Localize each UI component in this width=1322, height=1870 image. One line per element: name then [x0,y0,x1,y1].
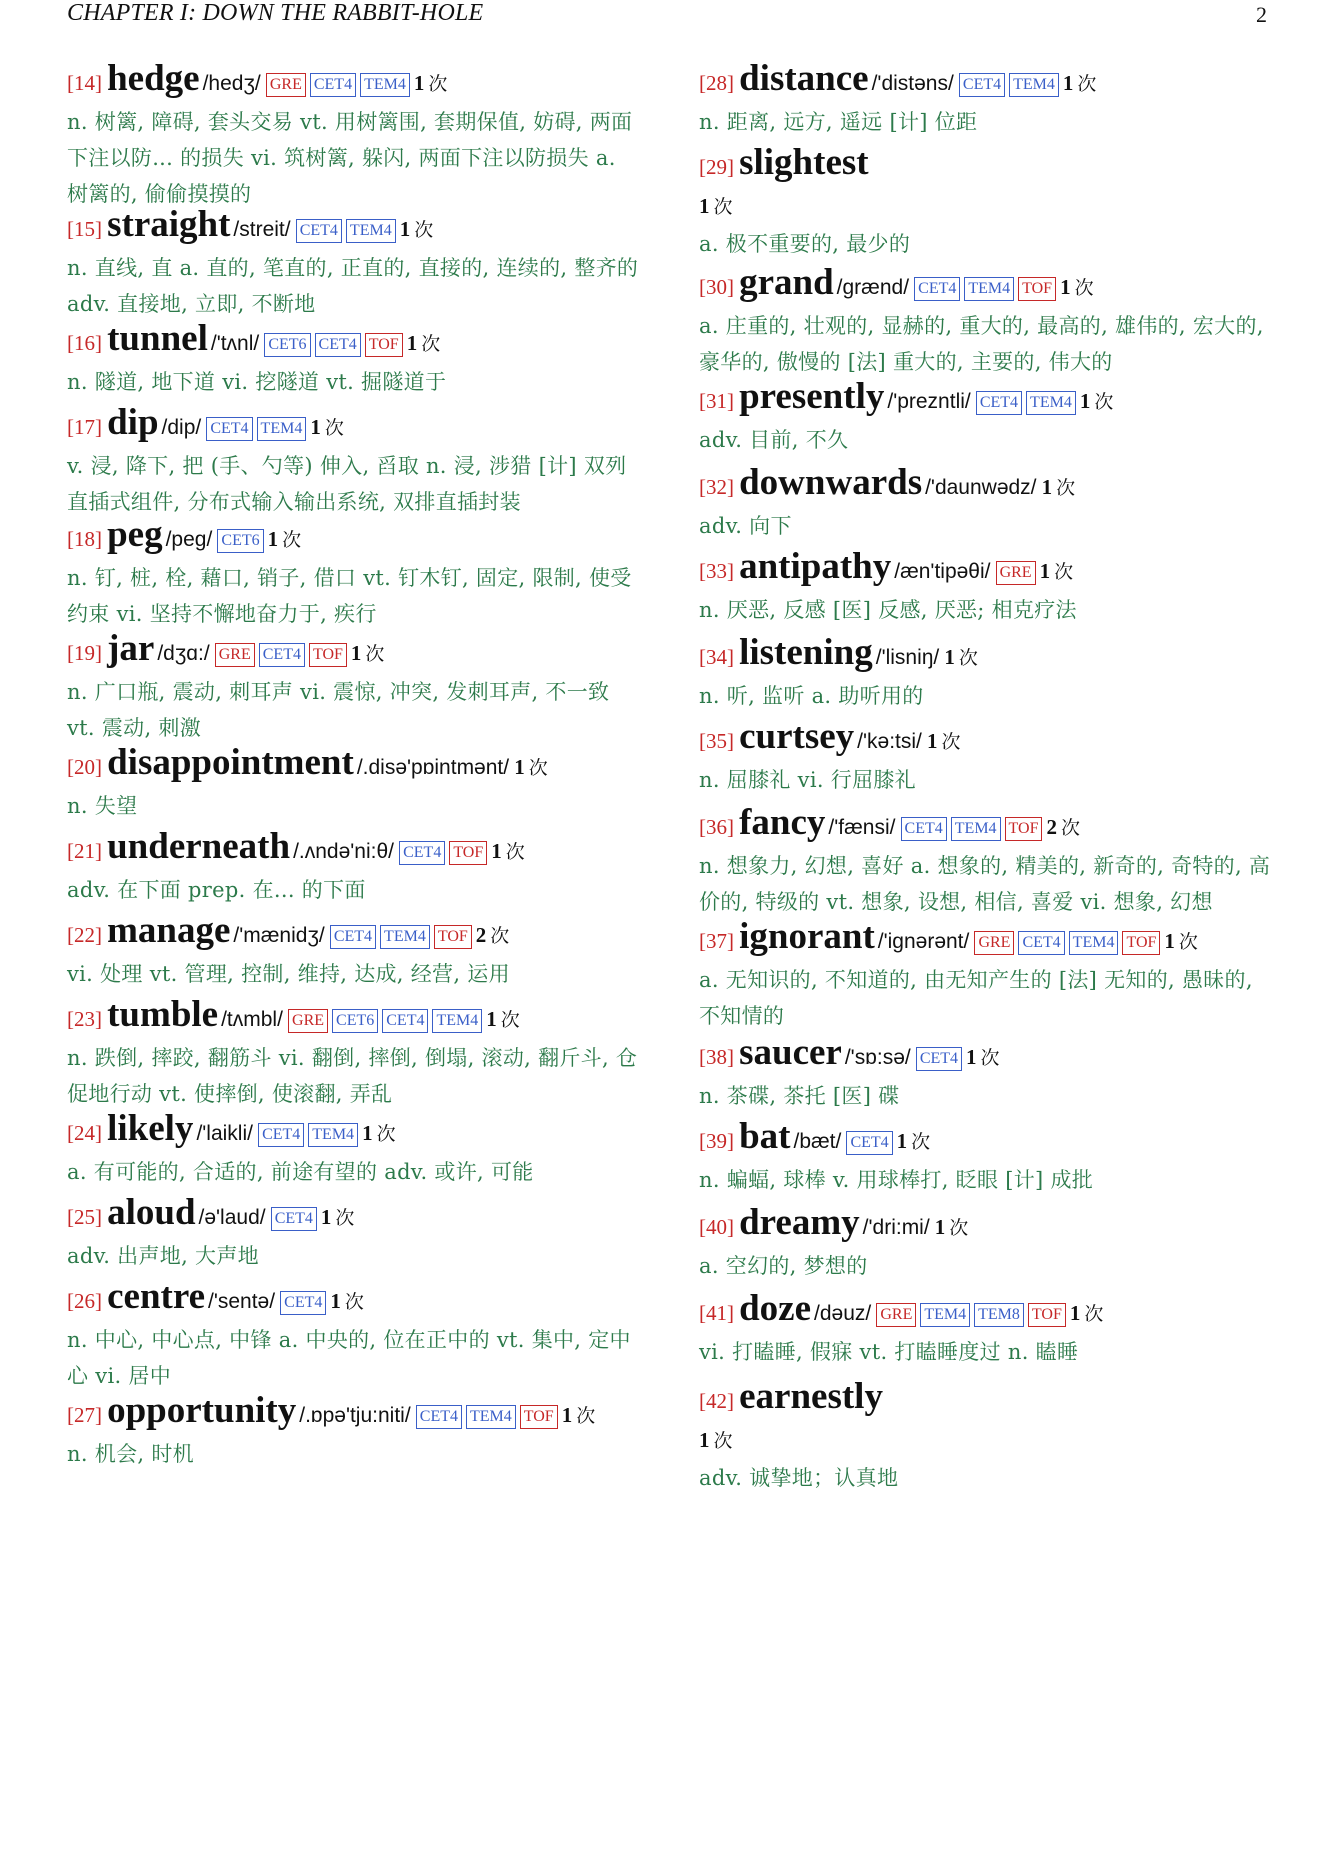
definition: n. 想象力, 幻想, 喜好 a. 想象的, 精美的, 新奇的, 奇特的, 高价的, 特级的 vt. 想象, 设想, 相信, 喜爱 vi. 想象, 幻想 [699,854,1271,914]
vocab-entry [699,464,1274,544]
exam-tag-cet4: CET4 [259,643,305,667]
count-unit: 次 [1084,1303,1104,1325]
phonetic: /ə'laud/ [198,1206,266,1229]
exam-tag-cet4: CET4 [916,1047,962,1071]
occurrence-count: 1 [1039,559,1051,583]
vocab-entry [67,1278,639,1394]
entry-number: [32] [699,475,734,499]
exam-tag-tof: TOF [520,1405,558,1429]
definition: a. 有可能的, 合适的, 前途有望的 adv. 或许, 可能 [67,1160,534,1184]
vocab-entry [699,804,1274,920]
exam-tag-cet6: CET6 [264,333,310,357]
definition: vi. 处理 vt. 管理, 控制, 维持, 达成, 经营, 运用 [67,962,510,986]
exam-tag-cet4: CET4 [399,841,445,865]
entry-number: [37] [699,929,734,953]
count-unit: 次 [500,1009,520,1031]
count-unit: 次 [713,196,733,218]
headword: underneath [107,826,291,867]
exam-tag-cet4: CET4 [959,73,1005,97]
phonetic: /æn'tipəθi/ [894,560,991,583]
exam-tag-gre: GRE [876,1303,916,1327]
page-number: 2 [1256,2,1267,27]
phonetic: /bæt/ [793,1130,842,1153]
headword-line [67,1110,639,1154]
phonetic: /streit/ [233,218,291,241]
phonetic: /dəuz/ [814,1302,872,1325]
definition: n. 蝙蝠, 球棒 v. 用球棒打, 眨眼 [计] 成批 [699,1168,1094,1192]
headword: bat [739,1116,791,1157]
count-unit: 次 [421,333,441,355]
headword: peg [107,514,163,555]
headword-line [67,1278,639,1322]
definition: a. 无知识的, 不知道的, 由无知产生的 [法] 无知的, 愚昧的, 不知情的 [699,968,1253,1028]
exam-tag-gre: GRE [215,643,255,667]
entry-number: [36] [699,815,734,839]
headword: listening [739,632,873,673]
occurrence-count: 1 [1062,71,1074,95]
headword-line [699,804,1274,848]
exam-tag-cet6: CET6 [332,1009,378,1033]
definition: n. 厌恶, 反感 [医] 反感, 厌恶; 相克疗法 [699,598,1077,622]
entry-number: [28] [699,71,734,95]
headword-line [699,1290,1274,1334]
vocab-entry [699,144,1274,262]
vocab-entry [699,548,1274,628]
count-unit: 次 [344,1291,364,1313]
count-unit: 次 [1056,477,1076,499]
headword: presently [739,376,885,417]
entry-number: [29] [699,155,734,179]
exam-tag-tem4: TEM4 [1026,391,1076,415]
headword: centre [107,1276,206,1317]
entry-number: [39] [699,1129,734,1153]
headword-line [699,548,1274,592]
headword-line [699,918,1274,962]
exam-tag-cet4: CET4 [258,1123,304,1147]
vocab-entry [67,1110,639,1190]
phonetic: /'dri:mi/ [862,1216,930,1239]
exam-tag-tem4: TEM4 [257,417,307,441]
phonetic: /'mænidʒ/ [233,924,325,947]
vocab-entry [699,60,1274,140]
vocab-entry [699,1378,1274,1496]
exam-tag-gre: GRE [974,931,1014,955]
headword: dip [107,402,159,443]
definition: v. 浸, 降下, 把 (手、勺等) 伸入, 舀取 n. 浸, 涉猎 [计] 双列直插式组件, 分布式输入输出系统, 双排直插封装 [67,454,627,514]
exam-tag-tem4: TEM4 [380,925,430,949]
count-unit: 次 [980,1047,1000,1069]
occurrence-count: 1 [399,217,411,241]
headword: fancy [739,802,826,843]
occurrence-count: 1 [267,527,279,551]
count-unit: 次 [941,731,961,753]
exam-tag-tof: TOF [1005,817,1043,841]
headword: ignorant [739,916,875,957]
headword-line [67,320,639,364]
phonetic: /'ignərənt/ [877,930,970,953]
definition: n. 直线, 直 a. 直的, 笔直的, 正直的, 直接的, 连续的, 整齐的 adv. 直接地, 立即, 不断地 [67,256,639,316]
count-unit: 次 [376,1123,396,1145]
page-header [67,0,1267,26]
vocab-entry [67,206,639,322]
occurrence-count: 1 [514,755,525,779]
occurrence-count: 1 [486,1007,497,1031]
count-line [699,188,1274,226]
headword: disappointment [107,742,354,783]
exam-tag-cet4: CET4 [976,391,1022,415]
vocab-entry [67,630,639,746]
headword: manage [107,910,231,951]
headword-line [699,1378,1274,1422]
occurrence-count: 1 [699,194,710,218]
definition: n. 树篱, 障碍, 套头交易 vt. 用树篱围, 套期保值, 妨碍, 两面下注以防... 的损失 vi. 筑树篱, 躲闪, 两面下注以防损失 a. 树篱的, 偷偷摸摸的 [67,110,633,206]
phonetic: /'sentə/ [208,1290,276,1313]
definition: adv. 诚挚地；认真地 [699,1466,899,1490]
entry-number: [41] [699,1301,734,1325]
entry-number: [34] [699,645,734,669]
headword: slightest [739,142,869,183]
vocab-entry [699,378,1274,458]
headword-line [67,60,639,104]
phonetic: /tʌmbl/ [221,1008,283,1031]
definition: n. 广口瓶, 震动, 刺耳声 vi. 震惊, 冲突, 发刺耳声, 不一致 vt. 震动, 刺激 [67,680,610,740]
headword: curtsey [739,716,855,757]
count-unit: 次 [428,73,448,95]
exam-tag-cet4: CET4 [296,219,342,243]
occurrence-count: 1 [944,645,955,669]
count-unit: 次 [490,925,510,947]
phonetic: /dip/ [161,416,202,439]
definition: a. 空幻的, 梦想的 [699,1254,868,1278]
entry-number: [26] [67,1289,102,1313]
vocab-entry [699,264,1274,380]
entry-number: [42] [699,1389,734,1413]
phonetic: /peg/ [165,528,213,551]
count-unit: 次 [958,647,978,669]
headword: likely [107,1108,194,1149]
headword-line [67,1392,639,1436]
exam-tag-tem4: TEM4 [346,219,396,243]
entry-number: [19] [67,641,102,665]
vocab-entry [67,516,639,632]
exam-tag-tof: TOF [449,841,487,865]
occurrence-count: 1 [699,1428,710,1452]
headword-line [699,144,1274,188]
definition: a. 庄重的, 壮观的, 显赫的, 重大的, 最高的, 雄伟的, 宏大的, 豪华的, 傲慢的 [法] 重大的, 主要的, 伟大的 [699,314,1264,374]
exam-tag-tof: TOF [1028,1303,1066,1327]
count-unit: 次 [335,1207,355,1229]
entry-number: [30] [699,275,734,299]
exam-tag-cet4: CET4 [280,1291,326,1315]
entry-number: [17] [67,415,102,439]
count-unit: 次 [1074,277,1094,299]
vocab-entry [67,1392,639,1472]
exam-tag-tof: TOF [1018,277,1056,301]
count-unit: 次 [949,1217,969,1239]
phonetic: /.disə'pɒintmənt/ [356,756,510,779]
vocab-entry [67,404,639,520]
vocab-entry [699,634,1274,714]
occurrence-count: 1 [350,641,362,665]
entry-number: [16] [67,331,102,355]
headword-line [699,264,1274,308]
count-unit: 次 [576,1405,596,1427]
exam-tag-cet4: CET4 [416,1405,462,1429]
exam-tag-gre: GRE [288,1009,328,1033]
headword-line [67,516,639,560]
phonetic: /'lisniŋ/ [875,646,940,669]
vocab-entry [67,912,639,992]
exam-tag-tem4: TEM4 [1009,73,1059,97]
occurrence-count: 1 [934,1215,946,1239]
definition: adv. 出声地, 大声地 [67,1244,259,1268]
vocab-entry [699,718,1274,798]
chapter-title: CHAPTER I: DOWN THE RABBIT-HOLE [67,0,484,26]
exam-tag-tem4: TEM4 [920,1303,970,1327]
headword: saucer [739,1032,842,1073]
headword-line [699,1034,1274,1078]
occurrence-count: 1 [310,415,321,439]
definition: adv. 目前, 不久 [699,428,849,452]
definition: n. 屈膝礼 vi. 行屈膝礼 [699,768,916,792]
exam-tag-tof: TOF [1122,931,1160,955]
definition: vi. 打瞌睡, 假寐 vt. 打瞌睡度过 n. 瞌睡 [699,1340,1079,1364]
headword-line [67,744,639,788]
definition: n. 机会, 时机 [67,1442,194,1466]
headword-line [67,404,639,448]
phonetic: /'prezntli/ [887,390,971,413]
occurrence-count: 1 [896,1129,908,1153]
entry-number: [25] [67,1205,102,1229]
exam-tag-tof: TOF [309,643,347,667]
phonetic: /'daunwədz/ [925,476,1037,499]
exam-tag-cet6: CET6 [217,529,263,553]
entry-number: [38] [699,1045,734,1069]
exam-tag-tem4: TEM4 [432,1009,482,1033]
phonetic: /.ɒpə'tju:niti/ [299,1404,411,1427]
exam-tag-tem8: TEM8 [974,1303,1024,1327]
headword: dreamy [739,1202,860,1243]
headword: tunnel [107,318,208,359]
headword: distance [739,58,869,99]
exam-tag-cet4: CET4 [901,817,947,841]
vocab-entry [67,320,639,400]
occurrence-count: 2 [1046,815,1057,839]
headword-line [699,718,1274,762]
headword-line [699,634,1274,678]
vocab-entry [699,1204,1274,1284]
definition: n. 隧道, 地下道 vi. 挖隧道 vt. 掘隧道于 [67,370,447,394]
headword-line [699,1118,1274,1162]
headword-line [699,1204,1274,1248]
headword: doze [739,1288,812,1329]
occurrence-count: 1 [413,71,425,95]
phonetic: /'tʌnl/ [210,332,260,355]
count-unit: 次 [528,757,548,779]
exam-tag-cet4: CET4 [315,333,361,357]
vocab-entry [67,744,639,824]
definition: n. 距离, 远方, 遥远 [计] 位距 [699,110,978,134]
phonetic: /.ʌndə'ni:θ/ [293,840,394,863]
occurrence-count: 1 [1060,275,1071,299]
entry-number: [40] [699,1215,734,1239]
headword: antipathy [739,546,892,587]
count-unit: 次 [1178,931,1198,953]
occurrence-count: 1 [926,729,938,753]
headword: aloud [107,1192,196,1233]
entry-number: [15] [67,217,102,241]
exam-tag-cet4: CET4 [206,417,252,441]
occurrence-count: 1 [1164,929,1175,953]
headword-line [699,464,1274,508]
headword-line [699,60,1274,104]
entry-number: [31] [699,389,734,413]
headword-line [67,996,639,1040]
occurrence-count: 1 [1079,389,1091,413]
occurrence-count: 1 [362,1121,373,1145]
definition: n. 中心, 中心点, 中锋 a. 中央的, 位在正中的 vt. 集中, 定中心 vi. 居中 [67,1328,631,1388]
exam-tag-cet4: CET4 [914,277,960,301]
headword: grand [739,262,834,303]
count-unit: 次 [1077,73,1097,95]
occurrence-count: 1 [406,331,418,355]
definition: n. 跌倒, 摔跤, 翻筋斗 vi. 翻倒, 摔倒, 倒塌, 滚动, 翻斤斗, 仓促地行动 vt. 使摔倒, 使滚翻, 弄乱 [67,1046,638,1106]
exam-tag-cet4: CET4 [330,925,376,949]
count-unit: 次 [713,1430,733,1452]
phonetic: /'distəns/ [871,72,954,95]
definition: adv. 向下 [699,514,792,538]
entry-number: [23] [67,1007,102,1031]
count-unit: 次 [282,529,302,551]
vocab-entry [67,60,639,212]
headword: downwards [739,462,923,503]
phonetic: /dʒɑ:/ [157,642,210,665]
headword-line [699,378,1274,422]
exam-tag-tem4: TEM4 [466,1405,516,1429]
occurrence-count: 1 [1041,475,1053,499]
entry-number: [20] [67,755,102,779]
definition: n. 茶碟, 茶托 [医] 碟 [699,1084,900,1108]
exam-tag-cet4: CET4 [1018,931,1064,955]
entry-number: [27] [67,1403,102,1427]
exam-tag-cet4: CET4 [382,1009,428,1033]
definition: adv. 在下面 prep. 在... 的下面 [67,878,366,902]
exam-tag-cet4: CET4 [310,73,356,97]
count-unit: 次 [414,219,434,241]
vocab-entry [67,1194,639,1274]
headword-line [67,912,639,956]
headword: hedge [107,58,200,99]
count-unit: 次 [911,1131,931,1153]
exam-tag-tem4: TEM4 [1069,931,1119,955]
entry-number: [33] [699,559,734,583]
exam-tag-tem4: TEM4 [964,277,1014,301]
count-unit: 次 [1060,817,1080,839]
headword: jar [107,628,155,669]
exam-tag-cet4: CET4 [846,1131,892,1155]
occurrence-count: 1 [320,1205,332,1229]
exam-tag-gre: GRE [266,73,306,97]
phonetic: /grænd/ [836,276,910,299]
vocab-entry [67,828,639,908]
headword-line [67,206,639,250]
entry-number: [14] [67,71,102,95]
entry-number: [22] [67,923,102,947]
headword: opportunity [107,1390,297,1431]
occurrence-count: 1 [561,1403,573,1427]
occurrence-count: 1 [330,1289,341,1313]
vocab-entry [699,1290,1274,1370]
entry-number: [18] [67,527,102,551]
count-unit: 次 [324,417,344,439]
count-unit: 次 [1094,391,1114,413]
phonetic: /'sɒ:sə/ [844,1046,911,1069]
entry-number: [21] [67,839,102,863]
entry-number: [24] [67,1121,102,1145]
headword: tumble [107,994,219,1035]
occurrence-count: 1 [966,1045,977,1069]
count-unit: 次 [365,643,385,665]
headword: earnestly [739,1376,883,1417]
count-unit: 次 [1054,561,1074,583]
vocab-entry [699,1034,1274,1114]
headword-line [67,1194,639,1238]
exam-tag-gre: GRE [996,561,1036,585]
exam-tag-tem4: TEM4 [951,817,1001,841]
definition: a. 极不重要的, 最少的 [699,232,911,256]
headword-line [67,828,639,872]
phonetic: /'fænsi/ [828,816,896,839]
exam-tag-tof: TOF [365,333,403,357]
exam-tag-tof: TOF [434,925,472,949]
vocab-entry [67,996,639,1112]
occurrence-count: 1 [1069,1301,1081,1325]
vocab-entry [699,918,1274,1034]
definition: n. 钉, 桩, 栓, 藉口, 销子, 借口 vt. 钉木钉, 固定, 限制, 使受约束 vi. 坚持不懈地奋力于, 疾行 [67,566,632,626]
count-unit: 次 [505,841,525,863]
phonetic: /'kə:tsi/ [857,730,922,753]
occurrence-count: 1 [491,839,502,863]
entry-number: [35] [699,729,734,753]
occurrence-count: 2 [475,923,487,947]
phonetic: /'laikli/ [196,1122,253,1145]
definition: n. 听, 监听 a. 助听用的 [699,684,924,708]
vocab-entry [699,1118,1274,1198]
headword: straight [107,204,231,245]
exam-tag-cet4: CET4 [271,1207,317,1231]
count-line [699,1422,1274,1460]
definition: n. 失望 [67,794,138,818]
headword-line [67,630,639,674]
exam-tag-tem4: TEM4 [308,1123,358,1147]
exam-tag-tem4: TEM4 [360,73,410,97]
phonetic: /hedʒ/ [202,72,261,95]
